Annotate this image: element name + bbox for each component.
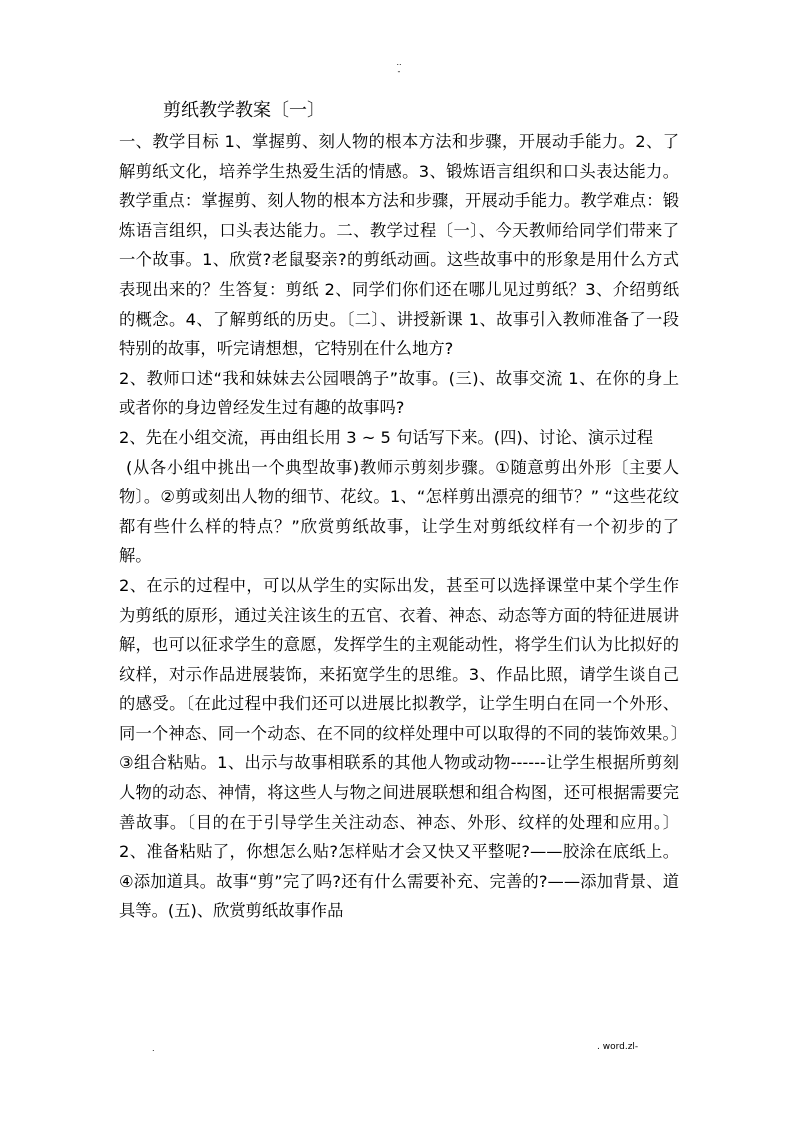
- header-mark-bottom: -: [397, 67, 401, 76]
- paragraph-3: 2、先在小组交流，再由组长用 3 ~ 5 句话写下来。(四)、讨论、演示过程: [119, 427, 654, 447]
- document-body: [119, 127, 679, 926]
- footer-source-text: . word.zl-: [597, 1042, 639, 1052]
- paragraph-5: 2、在示的过程中，可以从学生的实际出发，甚至可以选择课堂中某个学生作为剪纸的原形，通过关注该生的五官、衣着、神态、动态等方面的特征进展讲解，也可以征求学生的意愿，发挥学生的主观能动性，将学生们认为比拟好的纹样，对示作品进展装饰，来拓宽学生的思维。3、作品比照，请学生谈自己的感受。〔在此过程中我们还可以进展比拟教学，让学生明白在同一个外形、同一个神态、同一个动态、在不同的纹样处理中可以取得的不同的装饰效果。〕③组合粘贴。1、出示与故事相联系的其他人物或动物------让学生根据所剪刻人物的动态、神情，将这些人与物之间进展联想和组合构图，还可根据需要完善故事。〔目的在于引导学生关注动态、神态、外形、纹样的处理和应用。〕2、准备粘贴了，你想怎么贴?怎样贴才会又快又平整呢?——胶涂在底纸上。④添加道具。故事“剪”完了吗?还有什么需要补充、完善的?——添加背景、道具等。(五)、欣赏剪纸故事作品: [119, 575, 679, 921]
- header-mark-top: ..: [396, 58, 402, 67]
- paragraph-4: (从各小组中挑出一个典型故事)教师示剪刻步骤。①随意剪出外形〔主要人物〕。②剪或刻出人物的细节、花纹。1、“怎样剪出漂亮的细节？” “这些花纹都有些什么样的特点？”欣赏剪纸故事，让学生对剪纸纹样有一个初步的了解。: [119, 457, 679, 566]
- document-title: 剪纸教学教案〔一〕: [163, 100, 325, 121]
- paragraph-1: 一、教学目标 1、掌握剪、刻人物的根本方法和步骤，开展动手能力。2、了解剪纸文化，培养学生热爱生活的情感。3、锻炼语言组织和口头表达能力。教学重点：掌握剪、刻人物的根本方法和步骤，开展动手能力。教学难点：锻炼语言组织，口头表达能力。二、教学过程〔一〕、今天教师给同学们带来了一个故事。1、欣赏?老鼠娶亲?的剪纸动画。这些故事中的形象是用什么方式表现出来的？生答复：剪纸 2、同学们你们还在哪儿见过剪纸？3、介绍剪纸的概念。4、了解剪纸的历史。〔二〕、讲授新课 1、故事引入教师准备了一段特别的故事，听完请想想，它特别在什么地方?: [119, 132, 679, 359]
- footer-left-mark: .: [152, 1044, 155, 1053]
- paragraph-2: 2、教师口述“我和妹妹去公园喂鸽子”故事。(三)、故事交流 1、在你的身上或者你的身边曾经发生过有趣的故事吗?: [119, 368, 679, 418]
- header-mark: [394, 58, 404, 76]
